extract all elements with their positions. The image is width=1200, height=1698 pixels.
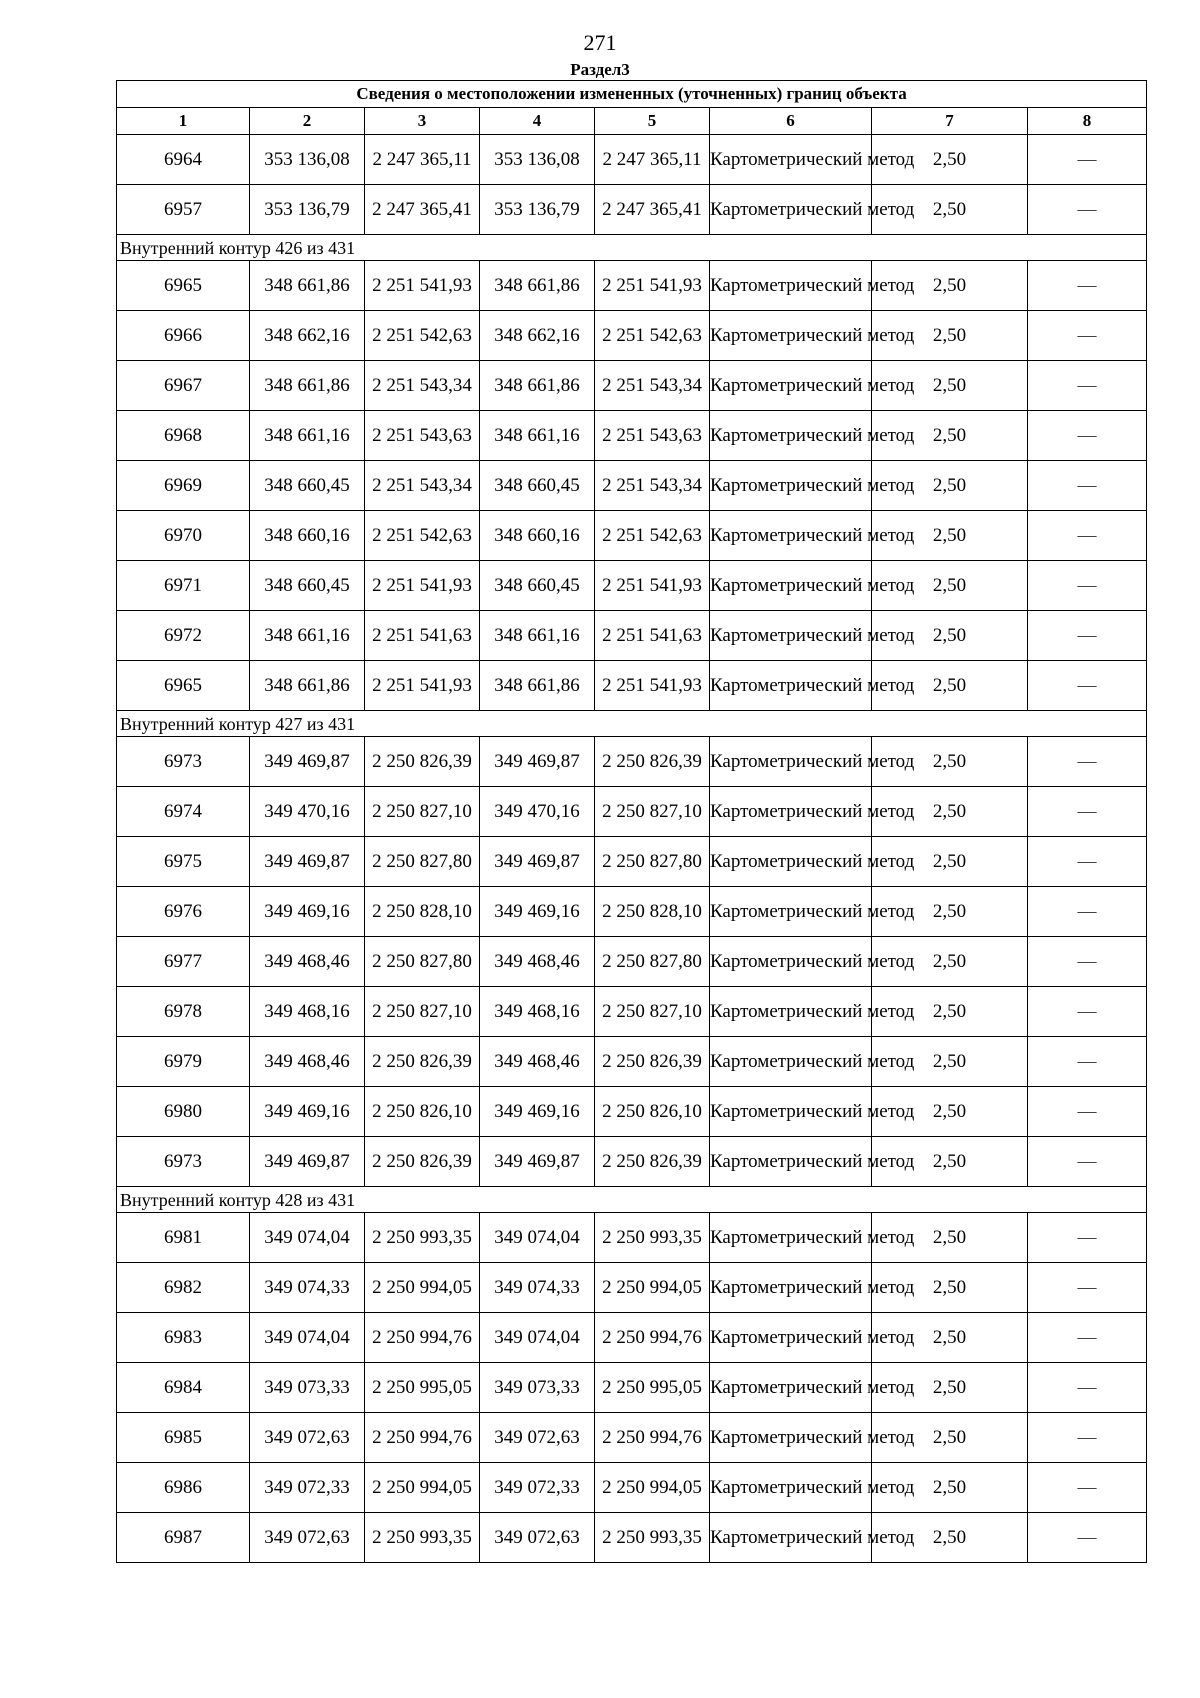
description-cell: — [1028, 611, 1147, 661]
table-row [117, 1213, 1147, 1263]
y-old-cell: 2 250 826,39 [365, 1037, 480, 1087]
y-new-cell: 2 250 994,76 [595, 1413, 710, 1463]
column-header: 2 [250, 108, 365, 135]
accuracy-cell: 2,50 [872, 787, 1028, 837]
x-old-cell: 349 469,87 [250, 1137, 365, 1187]
x-old-cell: 349 074,33 [250, 1263, 365, 1313]
y-new-cell: 2 250 828,10 [595, 887, 710, 937]
contour-label: Внутренний контур 426 из 431 [117, 235, 1147, 261]
accuracy-cell: 2,50 [872, 887, 1028, 937]
x-new-cell: 349 072,63 [480, 1513, 595, 1563]
description-cell: — [1028, 311, 1147, 361]
x-old-cell: 348 661,86 [250, 261, 365, 311]
description-cell: — [1028, 937, 1147, 987]
x-new-cell: 349 470,16 [480, 787, 595, 837]
description-cell: — [1028, 737, 1147, 787]
x-old-cell: 349 468,16 [250, 987, 365, 1037]
table-row [117, 185, 1147, 235]
y-new-cell: 2 250 995,05 [595, 1363, 710, 1413]
accuracy-cell: 2,50 [872, 1413, 1028, 1463]
page-number: 271 [583, 30, 617, 55]
x-old-cell: 349 469,16 [250, 1087, 365, 1137]
x-new-cell: 349 469,87 [480, 1137, 595, 1187]
x-old-cell: 349 074,04 [250, 1213, 365, 1263]
y-old-cell: 2 251 541,93 [365, 661, 480, 711]
table-row [117, 887, 1147, 937]
y-new-cell: 2 250 827,80 [595, 937, 710, 987]
description-cell: — [1028, 461, 1147, 511]
description-cell: — [1028, 361, 1147, 411]
x-old-cell: 349 072,33 [250, 1463, 365, 1513]
point-number-cell: 6973 [117, 1137, 250, 1187]
point-number-cell: 6987 [117, 1513, 250, 1563]
method-cell: Картометрический метод [710, 1313, 872, 1363]
method-cell: Картометрический метод [710, 611, 872, 661]
column-header: 7 [872, 108, 1028, 135]
accuracy-cell: 2,50 [872, 1463, 1028, 1513]
accuracy-cell: 2,50 [872, 361, 1028, 411]
y-old-cell: 2 250 828,10 [365, 887, 480, 937]
description-cell: — [1028, 987, 1147, 1037]
point-number-cell: 6980 [117, 1087, 250, 1137]
x-new-cell: 349 469,16 [480, 1087, 595, 1137]
method-cell: Картометрический метод [710, 661, 872, 711]
x-old-cell: 348 660,45 [250, 461, 365, 511]
y-old-cell: 2 250 826,10 [365, 1087, 480, 1137]
y-old-cell: 2 250 826,39 [365, 1137, 480, 1187]
method-cell: Картометрический метод [710, 787, 872, 837]
y-new-cell: 2 250 826,39 [595, 1137, 710, 1187]
method-cell: Картометрический метод [710, 887, 872, 937]
x-new-cell: 349 469,16 [480, 887, 595, 937]
table-row [117, 1363, 1147, 1413]
description-cell: — [1028, 1413, 1147, 1463]
accuracy-cell: 2,50 [872, 937, 1028, 987]
description-cell: — [1028, 1087, 1147, 1137]
description-cell: — [1028, 411, 1147, 461]
method-cell: Картометрический метод [710, 1213, 872, 1263]
contour-header-row [117, 1187, 1147, 1213]
y-new-cell: 2 250 993,35 [595, 1213, 710, 1263]
x-new-cell: 349 072,63 [480, 1413, 595, 1463]
point-number-cell: 6974 [117, 787, 250, 837]
accuracy-cell: 2,50 [872, 185, 1028, 235]
table-body [117, 81, 1147, 1563]
y-new-cell: 2 251 541,93 [595, 661, 710, 711]
method-cell: Картометрический метод [710, 837, 872, 887]
y-old-cell: 2 250 993,35 [365, 1513, 480, 1563]
x-old-cell: 348 662,16 [250, 311, 365, 361]
x-new-cell: 348 660,45 [480, 461, 595, 511]
point-number-cell: 6982 [117, 1263, 250, 1313]
method-cell: Картометрический метод [710, 937, 872, 987]
x-new-cell: 348 661,86 [480, 261, 595, 311]
y-new-cell: 2 251 542,63 [595, 511, 710, 561]
description-cell: — [1028, 1213, 1147, 1263]
accuracy-cell: 2,50 [872, 1263, 1028, 1313]
contour-header-row [117, 235, 1147, 261]
x-old-cell: 349 469,87 [250, 837, 365, 887]
x-new-cell: 348 661,16 [480, 411, 595, 461]
x-old-cell: 348 661,16 [250, 611, 365, 661]
x-new-cell: 349 074,04 [480, 1313, 595, 1363]
point-number-cell: 6970 [117, 511, 250, 561]
column-header: 5 [595, 108, 710, 135]
table-row [117, 1463, 1147, 1513]
method-cell: Картометрический метод [710, 1263, 872, 1313]
accuracy-cell: 2,50 [872, 461, 1028, 511]
accuracy-cell: 2,50 [872, 261, 1028, 311]
y-new-cell: 2 250 827,10 [595, 987, 710, 1037]
accuracy-cell: 2,50 [872, 1313, 1028, 1363]
y-old-cell: 2 250 994,76 [365, 1313, 480, 1363]
point-number-cell: 6983 [117, 1313, 250, 1363]
y-new-cell: 2 250 994,76 [595, 1313, 710, 1363]
y-old-cell: 2 250 827,80 [365, 837, 480, 887]
table-row [117, 561, 1147, 611]
x-new-cell: 348 660,45 [480, 561, 595, 611]
point-number-cell: 6964 [117, 135, 250, 185]
y-new-cell: 2 251 541,93 [595, 561, 710, 611]
description-cell: — [1028, 787, 1147, 837]
y-new-cell: 2 247 365,11 [595, 135, 710, 185]
y-new-cell: 2 251 543,63 [595, 411, 710, 461]
y-old-cell: 2 250 994,05 [365, 1263, 480, 1313]
table-row [117, 1137, 1147, 1187]
description-cell: — [1028, 261, 1147, 311]
table-row [117, 987, 1147, 1037]
x-old-cell: 349 470,16 [250, 787, 365, 837]
y-old-cell: 2 247 365,41 [365, 185, 480, 235]
y-old-cell: 2 251 543,34 [365, 461, 480, 511]
y-new-cell: 2 250 826,10 [595, 1087, 710, 1137]
method-cell: Картометрический метод [710, 261, 872, 311]
point-number-cell: 6972 [117, 611, 250, 661]
point-number-cell: 6975 [117, 837, 250, 887]
y-new-cell: 2 250 994,05 [595, 1263, 710, 1313]
description-cell: — [1028, 1313, 1147, 1363]
x-new-cell: 349 073,33 [480, 1363, 595, 1413]
x-old-cell: 349 073,33 [250, 1363, 365, 1413]
accuracy-cell: 2,50 [872, 1087, 1028, 1137]
accuracy-cell: 2,50 [872, 987, 1028, 1037]
description-cell: — [1028, 1463, 1147, 1513]
x-old-cell: 348 661,86 [250, 661, 365, 711]
column-header: 3 [365, 108, 480, 135]
point-number-cell: 6969 [117, 461, 250, 511]
y-old-cell: 2 250 995,05 [365, 1363, 480, 1413]
table-title-row [117, 81, 1147, 108]
accuracy-cell: 2,50 [872, 311, 1028, 361]
method-cell: Картометрический метод [710, 987, 872, 1037]
x-new-cell: 353 136,79 [480, 185, 595, 235]
method-cell: Картометрический метод [710, 1137, 872, 1187]
description-cell: — [1028, 887, 1147, 937]
point-number-cell: 6976 [117, 887, 250, 937]
point-number-cell: 6965 [117, 261, 250, 311]
accuracy-cell: 2,50 [872, 837, 1028, 887]
x-new-cell: 348 661,16 [480, 611, 595, 661]
point-number-cell: 6973 [117, 737, 250, 787]
point-number-cell: 6977 [117, 937, 250, 987]
y-new-cell: 2 251 541,93 [595, 261, 710, 311]
point-number-cell: 6985 [117, 1413, 250, 1463]
accuracy-cell: 2,50 [872, 135, 1028, 185]
point-number-cell: 6978 [117, 987, 250, 1037]
y-old-cell: 2 251 543,34 [365, 361, 480, 411]
point-number-cell: 6965 [117, 661, 250, 711]
y-new-cell: 2 251 543,34 [595, 461, 710, 511]
y-new-cell: 2 250 826,39 [595, 737, 710, 787]
x-new-cell: 348 662,16 [480, 311, 595, 361]
description-cell: — [1028, 1137, 1147, 1187]
accuracy-cell: 2,50 [872, 1363, 1028, 1413]
accuracy-cell: 2,50 [872, 411, 1028, 461]
x-new-cell: 349 468,46 [480, 937, 595, 987]
x-old-cell: 353 136,79 [250, 185, 365, 235]
description-cell: — [1028, 1037, 1147, 1087]
table-row [117, 1313, 1147, 1363]
method-cell: Картометрический метод [710, 1363, 872, 1413]
x-old-cell: 348 661,16 [250, 411, 365, 461]
description-cell: — [1028, 1263, 1147, 1313]
x-old-cell: 349 469,87 [250, 737, 365, 787]
description-cell: — [1028, 661, 1147, 711]
point-number-cell: 6986 [117, 1463, 250, 1513]
point-number-cell: 6971 [117, 561, 250, 611]
column-header: 6 [710, 108, 872, 135]
table-row [117, 737, 1147, 787]
y-new-cell: 2 250 826,39 [595, 1037, 710, 1087]
x-new-cell: 348 661,86 [480, 361, 595, 411]
accuracy-cell: 2,50 [872, 611, 1028, 661]
y-new-cell: 2 251 541,63 [595, 611, 710, 661]
table-row [117, 135, 1147, 185]
accuracy-cell: 2,50 [872, 561, 1028, 611]
x-old-cell: 349 468,46 [250, 937, 365, 987]
y-old-cell: 2 250 827,10 [365, 987, 480, 1037]
y-new-cell: 2 247 365,41 [595, 185, 710, 235]
method-cell: Картометрический метод [710, 511, 872, 561]
x-old-cell: 348 660,45 [250, 561, 365, 611]
description-cell: — [1028, 837, 1147, 887]
column-header-row [117, 108, 1147, 135]
method-cell: Картометрический метод [710, 1463, 872, 1513]
point-number-cell: 6967 [117, 361, 250, 411]
x-old-cell: 353 136,08 [250, 135, 365, 185]
contour-label: Внутренний контур 428 из 431 [117, 1187, 1147, 1213]
table-row [117, 1413, 1147, 1463]
section-label: Раздел3 [570, 60, 630, 79]
x-old-cell: 349 072,63 [250, 1513, 365, 1563]
table-row [117, 661, 1147, 711]
method-cell: Картометрический метод [710, 1413, 872, 1463]
table-row [117, 1087, 1147, 1137]
method-cell: Картометрический метод [710, 411, 872, 461]
accuracy-cell: 2,50 [872, 1513, 1028, 1563]
y-new-cell: 2 251 543,34 [595, 361, 710, 411]
x-new-cell: 349 469,87 [480, 837, 595, 887]
method-cell: Картометрический метод [710, 561, 872, 611]
x-new-cell: 349 468,46 [480, 1037, 595, 1087]
method-cell: Картометрический метод [710, 311, 872, 361]
accuracy-cell: 2,50 [872, 737, 1028, 787]
y-new-cell: 2 251 542,63 [595, 311, 710, 361]
x-new-cell: 348 660,16 [480, 511, 595, 561]
boundary-table [116, 80, 1147, 1563]
y-old-cell: 2 251 541,63 [365, 611, 480, 661]
x-new-cell: 349 468,16 [480, 987, 595, 1037]
table-row [117, 261, 1147, 311]
table-row [117, 611, 1147, 661]
table-row [117, 411, 1147, 461]
accuracy-cell: 2,50 [872, 1213, 1028, 1263]
contour-header-row [117, 711, 1147, 737]
method-cell: Картометрический метод [710, 461, 872, 511]
accuracy-cell: 2,50 [872, 661, 1028, 711]
contour-label: Внутренний контур 427 из 431 [117, 711, 1147, 737]
description-cell: — [1028, 185, 1147, 235]
y-new-cell: 2 250 827,80 [595, 837, 710, 887]
table-row [117, 837, 1147, 887]
x-old-cell: 348 660,16 [250, 511, 365, 561]
description-cell: — [1028, 561, 1147, 611]
y-new-cell: 2 250 994,05 [595, 1463, 710, 1513]
y-old-cell: 2 247 365,11 [365, 135, 480, 185]
y-old-cell: 2 251 543,63 [365, 411, 480, 461]
description-cell: — [1028, 511, 1147, 561]
y-old-cell: 2 250 827,10 [365, 787, 480, 837]
table-row [117, 461, 1147, 511]
x-new-cell: 353 136,08 [480, 135, 595, 185]
table-row [117, 311, 1147, 361]
table-row [117, 937, 1147, 987]
table-row [117, 361, 1147, 411]
y-new-cell: 2 250 993,35 [595, 1513, 710, 1563]
y-old-cell: 2 251 542,63 [365, 311, 480, 361]
x-new-cell: 349 072,33 [480, 1463, 595, 1513]
table-row [117, 1513, 1147, 1563]
method-cell: Картометрический метод [710, 1513, 872, 1563]
accuracy-cell: 2,50 [872, 1137, 1028, 1187]
x-old-cell: 349 468,46 [250, 1037, 365, 1087]
boundary-table-container [116, 80, 1146, 1563]
y-old-cell: 2 251 541,93 [365, 261, 480, 311]
method-cell: Картометрический метод [710, 737, 872, 787]
description-cell: — [1028, 1363, 1147, 1413]
point-number-cell: 6984 [117, 1363, 250, 1413]
x-new-cell: 348 661,86 [480, 661, 595, 711]
x-new-cell: 349 074,04 [480, 1213, 595, 1263]
y-old-cell: 2 250 827,80 [365, 937, 480, 987]
y-old-cell: 2 250 994,05 [365, 1463, 480, 1513]
y-old-cell: 2 250 826,39 [365, 737, 480, 787]
table-row [117, 511, 1147, 561]
table-title: Сведения о местоположении измененных (уточненных) границ объекта [117, 81, 1147, 108]
x-new-cell: 349 469,87 [480, 737, 595, 787]
x-old-cell: 348 661,86 [250, 361, 365, 411]
y-new-cell: 2 250 827,10 [595, 787, 710, 837]
method-cell: Картометрический метод [710, 1087, 872, 1137]
point-number-cell: 6968 [117, 411, 250, 461]
y-old-cell: 2 251 541,93 [365, 561, 480, 611]
method-cell: Картометрический метод [710, 135, 872, 185]
table-row [117, 787, 1147, 837]
description-cell: — [1028, 135, 1147, 185]
accuracy-cell: 2,50 [872, 511, 1028, 561]
column-header: 4 [480, 108, 595, 135]
table-row [117, 1263, 1147, 1313]
description-cell: — [1028, 1513, 1147, 1563]
column-header: 8 [1028, 108, 1147, 135]
accuracy-cell: 2,50 [872, 1037, 1028, 1087]
point-number-cell: 6981 [117, 1213, 250, 1263]
column-header: 1 [117, 108, 250, 135]
method-cell: Картометрический метод [710, 361, 872, 411]
point-number-cell: 6966 [117, 311, 250, 361]
x-new-cell: 349 074,33 [480, 1263, 595, 1313]
method-cell: Картометрический метод [710, 185, 872, 235]
x-old-cell: 349 469,16 [250, 887, 365, 937]
table-row [117, 1037, 1147, 1087]
method-cell: Картометрический метод [710, 1037, 872, 1087]
y-old-cell: 2 250 994,76 [365, 1413, 480, 1463]
y-old-cell: 2 250 993,35 [365, 1213, 480, 1263]
x-old-cell: 349 074,04 [250, 1313, 365, 1363]
x-old-cell: 349 072,63 [250, 1413, 365, 1463]
y-old-cell: 2 251 542,63 [365, 511, 480, 561]
point-number-cell: 6957 [117, 185, 250, 235]
point-number-cell: 6979 [117, 1037, 250, 1087]
